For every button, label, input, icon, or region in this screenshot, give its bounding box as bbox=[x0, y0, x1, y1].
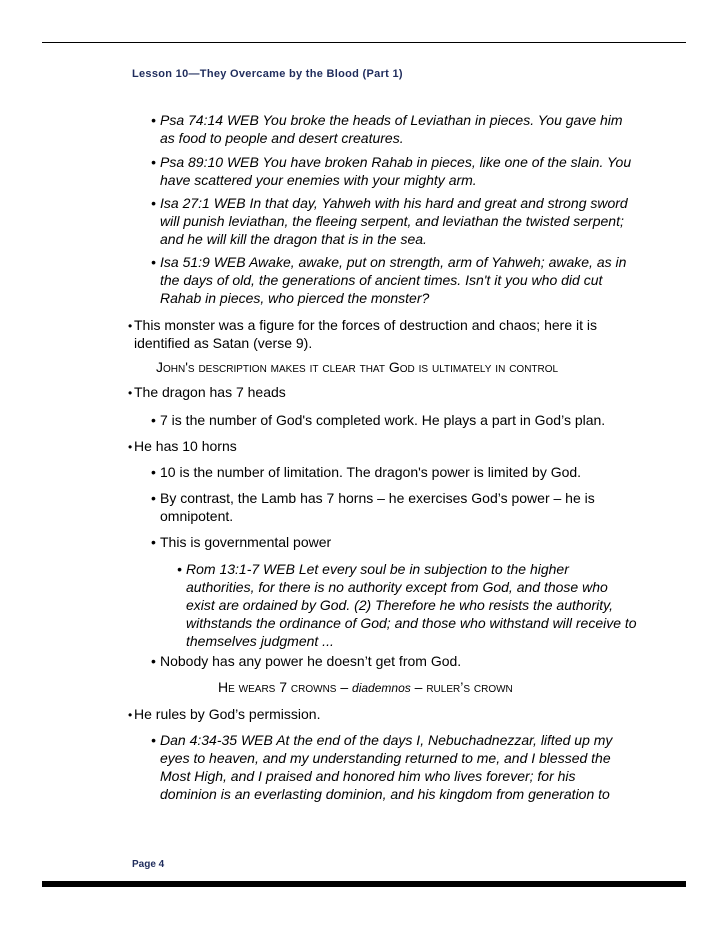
section-heading: John's description makes it clear that God is ultimately in control bbox=[156, 359, 559, 375]
bullet: • bbox=[151, 112, 156, 128]
bullet: • bbox=[128, 386, 133, 400]
bullet: • bbox=[151, 490, 156, 506]
bullet: • bbox=[177, 561, 182, 577]
bullet: • bbox=[151, 653, 156, 669]
bullet: • bbox=[151, 464, 156, 480]
list-item: • This monster was a figure for the forces of destruction and chaos; here it is identified as Satan (verse 9). bbox=[128, 317, 597, 351]
list-item: • The dragon has 7 heads bbox=[128, 384, 286, 400]
bottom-rule bbox=[42, 881, 686, 887]
list-item: • Nobody has any power he doesn’t get from God. bbox=[151, 653, 462, 669]
list-item: • Rom 13:1-7 WEB Let every soul be in subjection to the higher authorities, for there is no authority except from God, and those who exist are ordained by God. (2) Therefore he who resists the authority, withstands the ordinance of God; and those who withstand will receive to themselves judgment ... bbox=[177, 561, 637, 649]
section-heading: He wears 7 crowns – diademnos – ruler’s crown bbox=[218, 679, 513, 695]
list-item: • He has 10 horns bbox=[128, 438, 237, 454]
list-item: • Isa 51:9 WEB Awake, awake, put on strength, arm of Yahweh; awake, as in the days of old, the generations of ancient times. Isn't it you who did cut Rahab in pieces, who pierced the monster? bbox=[151, 254, 627, 306]
page-number: Page 4 bbox=[132, 859, 165, 870]
list-item: • Psa 89:10 WEB You have broken Rahab in pieces, like one of the slain. You have scattered your enemies with your mighty arm. bbox=[151, 154, 632, 188]
bullet: • bbox=[128, 319, 133, 333]
list-item: • He rules by God’s permission. bbox=[128, 706, 321, 722]
bullet: • bbox=[151, 254, 156, 270]
bullet: • bbox=[151, 732, 156, 748]
bullet: • bbox=[128, 708, 133, 722]
list-item: • Psa 74:14 WEB You broke the heads of Leviathan in pieces. You gave him as food to people and desert creatures. bbox=[151, 112, 623, 146]
list-item: • This is governmental power bbox=[151, 534, 332, 550]
list-item: • Isa 27:1 WEB In that day, Yahweh with his hard and great and strong sword will punish leviathan, the fleeing serpent, and leviathan the twisted serpent; and he will kill the dragon that is in the sea. bbox=[151, 195, 628, 247]
bullet: • bbox=[151, 534, 156, 550]
list-item: • Dan 4:34-35 WEB At the end of the days I, Nebuchadnezzar, lifted up my eyes to heaven, and my understanding returned to me, and I blessed the Most High, and I praised and honored him who lives forever; for his dominion is an everlasting dominion, and his kingdom from generation to bbox=[151, 732, 613, 802]
list-item: • 7 is the number of God's completed work. He plays a part in God’s plan. bbox=[151, 412, 606, 428]
list-item: • By contrast, the Lamb has 7 horns – he exercises God’s power – he is omnipotent. bbox=[151, 490, 595, 524]
list-item: • 10 is the number of limitation. The dragon's power is limited by God. bbox=[151, 464, 582, 480]
page-header: Lesson 10—They Overcame by the Blood (Part 1) bbox=[132, 68, 403, 80]
bullet: • bbox=[128, 440, 133, 454]
bullet: • bbox=[151, 154, 156, 170]
bullet: • bbox=[151, 412, 156, 428]
bullet: • bbox=[151, 195, 156, 211]
